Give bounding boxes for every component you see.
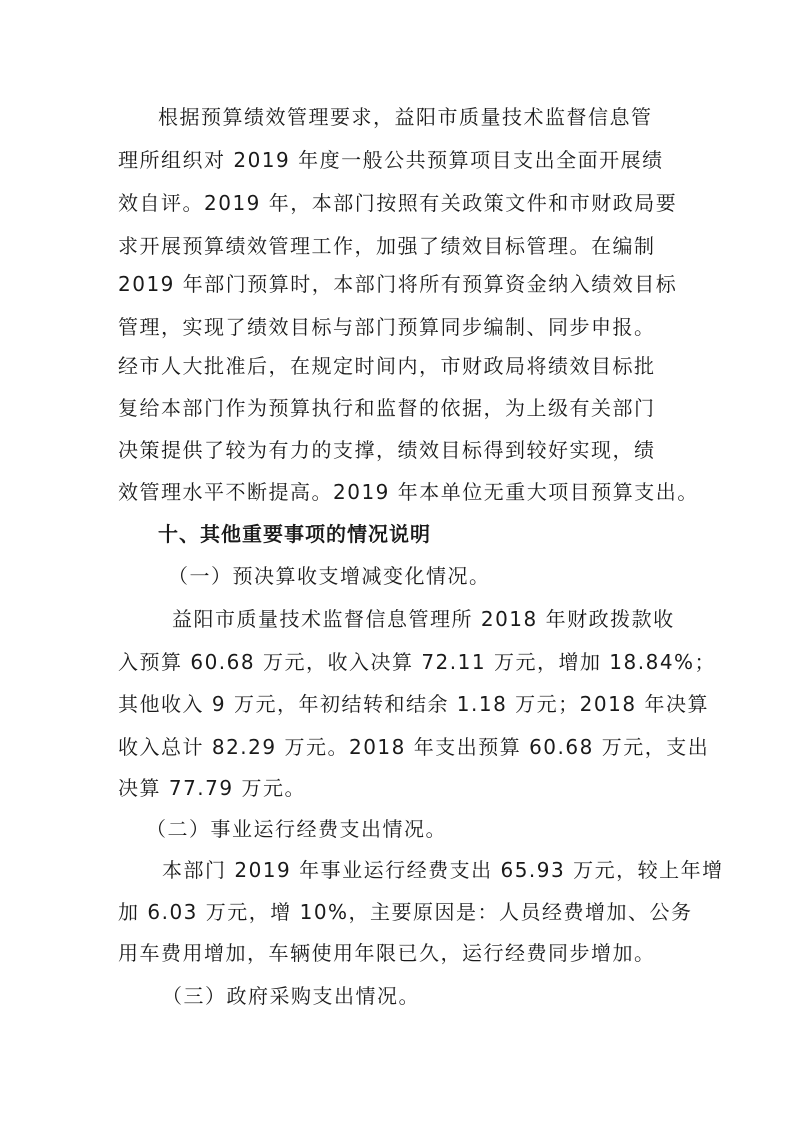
paragraph-line: 益阳市质量技术监督信息管理所 2018 年财政拨款收 — [172, 607, 675, 631]
paragraph-line: 效管理水平不断提高。2019 年本单位无重大项目预算支出。 — [118, 480, 699, 504]
paragraph-line: 加 6.03 万元，增 10%，主要原因是：人员经费增加、公务 — [118, 900, 693, 924]
paragraph-line: 本部门 2019 年事业运行经费支出 65.93 万元，较上年增 — [162, 858, 724, 882]
paragraph-line: 求开展预算绩效管理工作，加强了绩效目标管理。在编制 — [118, 234, 656, 258]
subsection-heading: （三）政府采购支出情况。 — [162, 984, 420, 1008]
paragraph-line: 经市人大批准后，在规定时间内，市财政局将绩效目标批 — [118, 354, 656, 378]
paragraph-line: 复给本部门作为预算执行和监督的依据，为上级有关部门 — [118, 396, 656, 420]
paragraph-line: 效自评。2019 年，本部门按照有关政策文件和市财政局要 — [118, 191, 678, 215]
paragraph-line: 收入总计 82.29 万元。2018 年支出预算 60.68 万元，支出 — [118, 735, 710, 759]
paragraph-line: 根据预算绩效管理要求，益阳市质量技术监督信息管 — [158, 105, 653, 129]
subsection-heading: （二）事业运行经费支出情况。 — [146, 817, 447, 841]
paragraph-line: 理所组织对 2019 年度一般公共预算项目支出全面开展绩 — [118, 148, 664, 172]
paragraph-line: 管理，实现了绩效目标与部门预算同步编制、同步申报。 — [118, 315, 656, 339]
paragraph-line: 其他收入 9 万元，年初结转和结余 1.18 万元；2018 年决算 — [118, 692, 709, 716]
section-heading: 十、其他重要事项的情况说明 — [158, 522, 431, 546]
paragraph-line: 2019 年部门预算时，本部门将所有预算资金纳入绩效目标 — [118, 272, 678, 296]
paragraph-line: 入预算 60.68 万元，收入决算 72.11 万元，增加 18.84%； — [118, 650, 717, 674]
subsection-heading: （一）预决算收支增减变化情况。 — [168, 564, 491, 588]
paragraph-line: 决算 77.79 万元。 — [118, 776, 306, 800]
paragraph-line: 用车费用增加，车辆使用年限已久，运行经费同步增加。 — [118, 941, 656, 965]
paragraph-line: 决策提供了较为有力的支撑，绩效目标得到较好实现，绩 — [118, 438, 656, 462]
